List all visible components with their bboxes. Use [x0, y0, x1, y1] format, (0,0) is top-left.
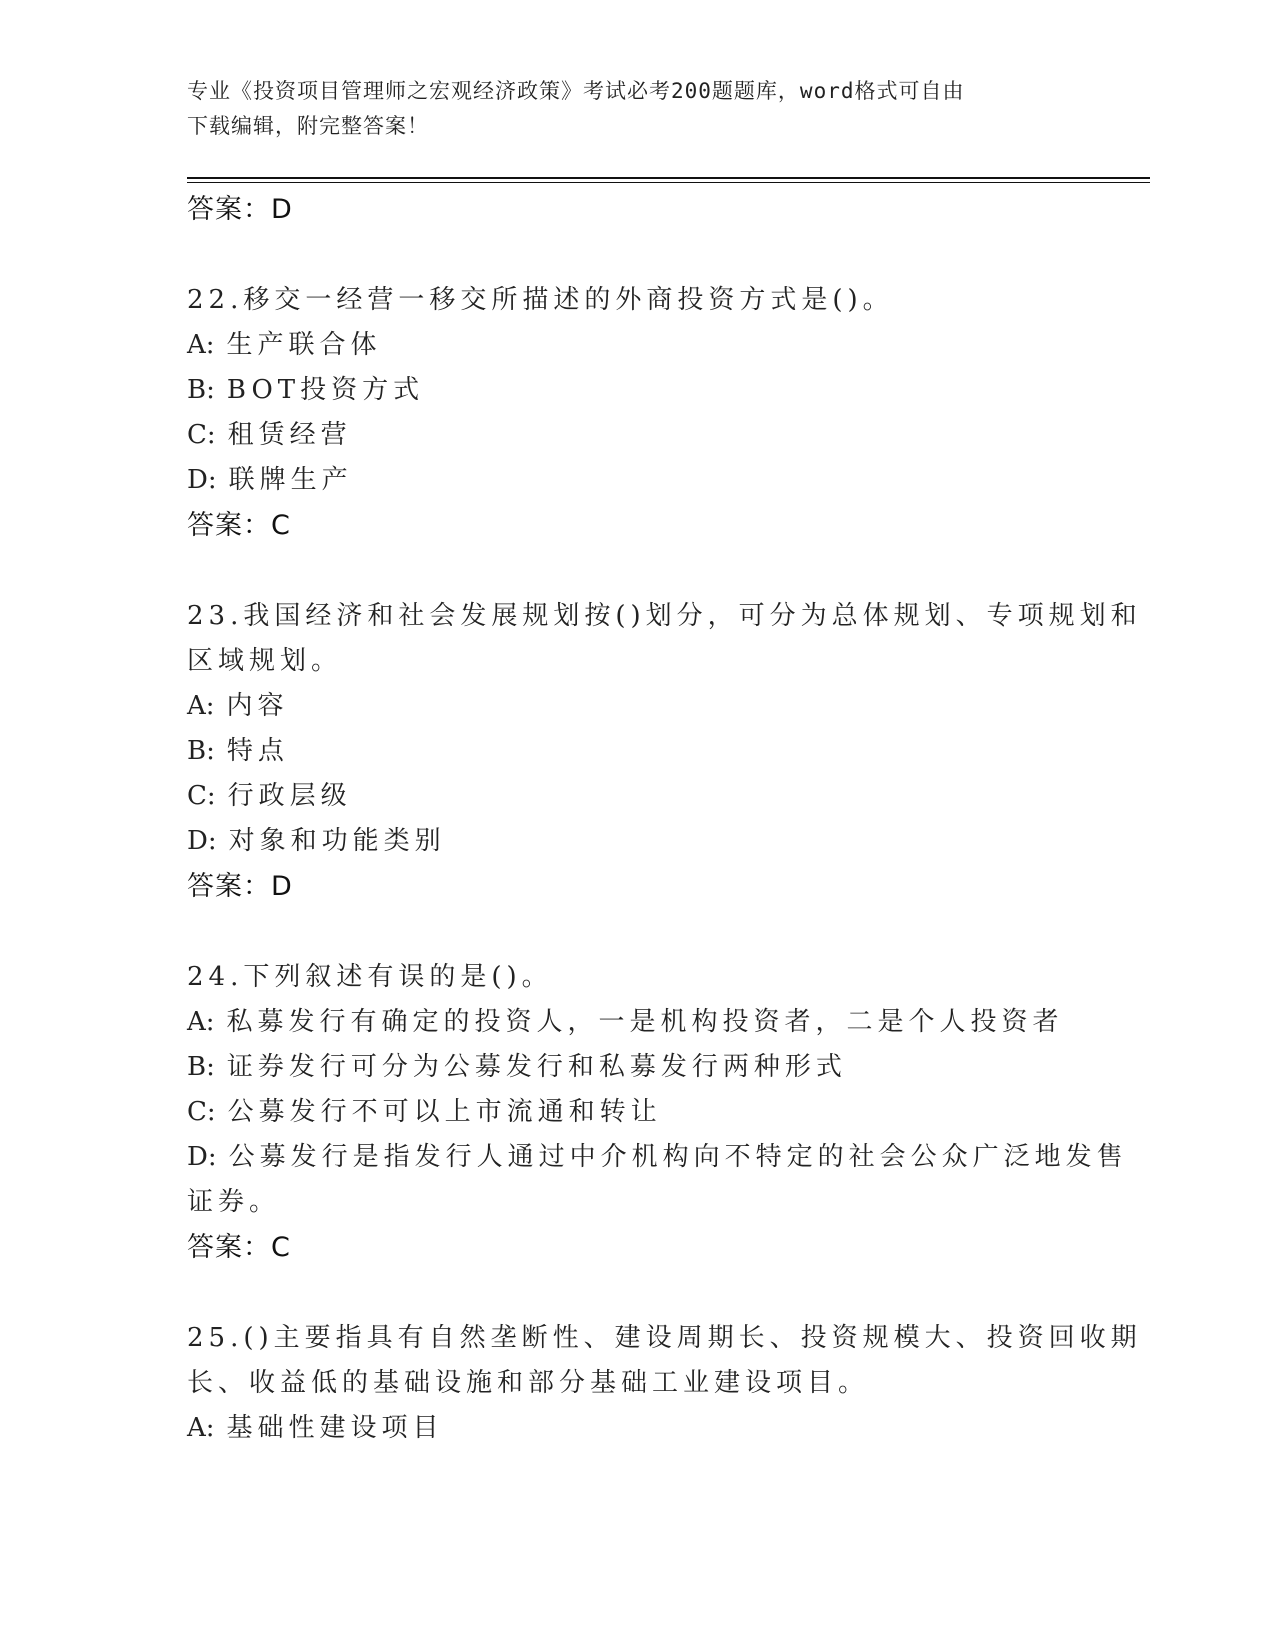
answer: 答案：C	[187, 510, 291, 541]
document-header	[187, 74, 1067, 144]
option-text: 对象和功能类别	[228, 826, 446, 856]
option-label: A:	[187, 691, 215, 721]
option-label: A:	[187, 330, 215, 360]
question-23	[187, 594, 1142, 909]
option-d	[187, 458, 1067, 503]
question-stem: 22.移交一经营一移交所描述的外商投资方式是()。	[187, 285, 894, 315]
option-label: C:	[187, 1097, 216, 1127]
header-line-1: 专业《投资项目管理师之宏观经济政策》考试必考200题题库，word格式可自由	[187, 79, 965, 103]
question-22	[187, 278, 1067, 548]
option-c	[187, 1090, 1067, 1135]
option-a	[187, 1000, 1067, 1045]
question-25	[187, 1316, 1142, 1451]
option-label: B:	[187, 736, 215, 766]
option-text: 行政层级	[227, 781, 352, 811]
option-c	[187, 774, 1067, 819]
option-a	[187, 684, 1067, 729]
question-stem-continued: 区域规划。	[187, 646, 343, 676]
header-divider-thin	[187, 182, 1150, 183]
question-stem-continued: 长、收益低的基础设施和部分基础工业建设项目。	[187, 1368, 870, 1398]
option-b	[187, 729, 1067, 774]
option-label: B:	[187, 1052, 215, 1082]
option-text: 内容	[226, 691, 289, 721]
option-text: 联牌生产	[228, 465, 353, 495]
option-text: BOT投资方式	[226, 375, 425, 405]
option-d	[187, 1135, 1128, 1180]
option-text: 公募发行是指发行人通过中介机构向不特定的社会公众广泛地发售	[228, 1142, 1128, 1172]
header-divider-thick	[187, 177, 1150, 179]
question-stem: 24.下列叙述有误的是()。	[187, 962, 553, 992]
question-24	[187, 955, 1128, 1270]
option-label: D:	[187, 1142, 217, 1172]
option-c	[187, 413, 1067, 458]
question-stem: 23.我国经济和社会发展规划按()划分，可分为总体规划、专项规划和	[187, 601, 1142, 631]
option-label: A:	[187, 1413, 215, 1443]
question-list	[187, 187, 1142, 1451]
previous-answer: 答案：D	[187, 194, 293, 225]
option-label: D:	[187, 826, 217, 856]
option-a	[187, 1406, 1067, 1451]
option-label: D:	[187, 465, 217, 495]
option-text: 基础性建设项目	[226, 1413, 444, 1443]
option-label: B:	[187, 375, 215, 405]
question-stem: 25.()主要指具有自然垄断性、建设周期长、投资规模大、投资回收期	[187, 1323, 1142, 1353]
option-text: 证券发行可分为公募发行和私募发行两种形式	[226, 1052, 847, 1082]
option-label: A:	[187, 1007, 215, 1037]
option-b	[187, 368, 1067, 413]
option-text: 特点	[226, 736, 289, 766]
answer: 答案：D	[187, 871, 293, 902]
option-label: C:	[187, 781, 216, 811]
option-text: 租赁经营	[227, 420, 352, 450]
option-d-continued: 证券。	[187, 1187, 281, 1217]
option-text: 公募发行不可以上市流通和转让	[227, 1097, 662, 1127]
answer: 答案：C	[187, 1232, 291, 1263]
option-label: C:	[187, 420, 216, 450]
option-text: 生产联合体	[226, 330, 382, 360]
option-b	[187, 1045, 1067, 1090]
option-text: 私募发行有确定的投资人，一是机构投资者，二是个人投资者	[226, 1007, 1064, 1037]
option-a	[187, 323, 1067, 368]
header-line-2: 下载编辑，附完整答案！	[187, 114, 429, 138]
option-d	[187, 819, 1067, 864]
